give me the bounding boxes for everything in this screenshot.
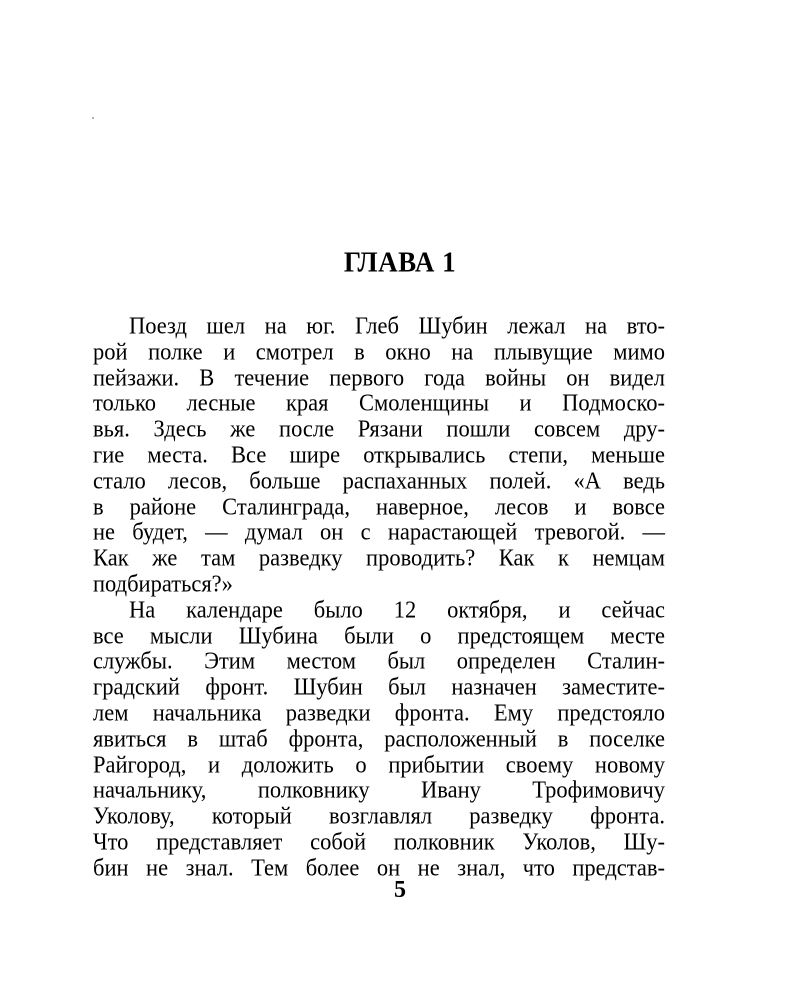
body-text xyxy=(93,313,665,881)
text-line: только лесные края Смоленщины и Подмоско- xyxy=(93,389,665,417)
text-line: пейзажи. В течение первого года войны он видел xyxy=(93,363,665,391)
text-line: рой полке и смотрел в окно на плывущие мимо xyxy=(93,337,665,365)
page-number: 5 xyxy=(394,877,406,903)
text-line: градский фронт. Шубин был назначен заместите- xyxy=(93,673,665,701)
text-line: Что представляет собой полковник Уколов, Шу- xyxy=(93,827,665,855)
scan-speck xyxy=(92,117,94,119)
text-line: подбираться?» xyxy=(93,569,233,597)
text-line: Райгород, и доложить о прибытии своему новому xyxy=(93,750,665,778)
text-line: стало лесов, больше распаханных полей. «А ведь xyxy=(93,466,665,494)
text-line: Поезд шел на юг. Глеб Шубин лежал на вто- xyxy=(129,311,665,339)
text-line: явиться в штаб фронта, расположенный в поселке xyxy=(93,724,665,752)
text-line: в районе Сталинграда, наверное, лесов и вовсе xyxy=(93,492,665,520)
chapter-title: ГЛАВА 1 xyxy=(343,246,457,278)
text-line: Как же там разведку проводить? Как к немцам xyxy=(93,544,665,572)
text-line: На календаре было 12 октября, и сейчас xyxy=(129,595,665,623)
text-line: не будет, — думал он с нарастающей тревогой. — xyxy=(93,518,665,546)
text-line: бин не знал. Тем более он не знал, что представ- xyxy=(93,853,665,881)
text-line: службы. Этим местом был определен Сталин- xyxy=(93,647,665,675)
text-line: все мысли Шубина были о предстоящем месте xyxy=(93,621,665,649)
text-line: гие места. Все шире открывались степи, меньше xyxy=(93,440,665,468)
text-line: Уколову, который возглавлял разведку фронта. xyxy=(93,802,665,830)
text-line: лем начальника разведки фронта. Ему предстояло xyxy=(93,698,665,726)
text-line: начальнику, полковнику Ивану Трофимовичу xyxy=(93,776,665,804)
text-line: вья. Здесь же после Рязани пошли совсем дру- xyxy=(93,415,665,443)
